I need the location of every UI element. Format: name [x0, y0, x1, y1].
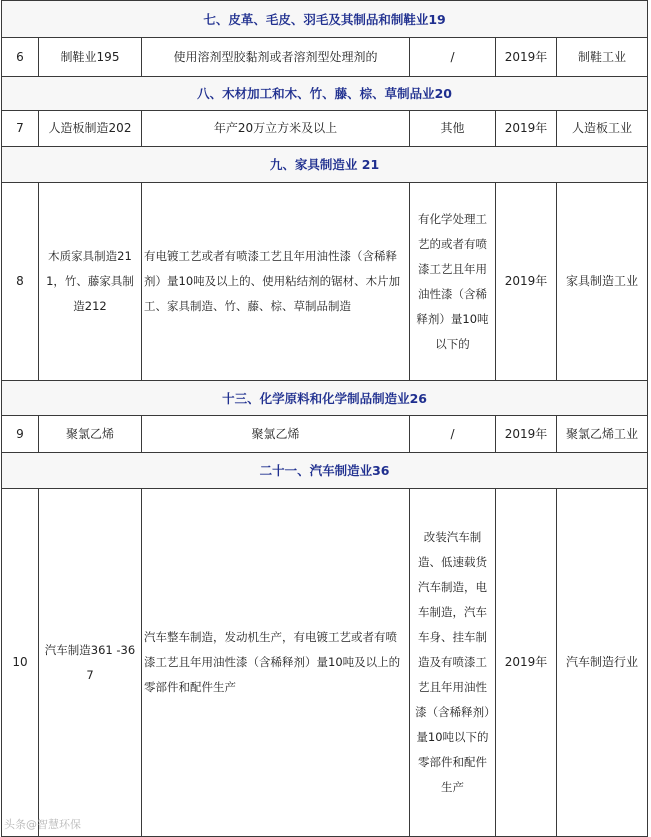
table-row: [2, 38, 648, 77]
section-row: [2, 147, 648, 183]
category-cell: 制鞋业195: [39, 38, 142, 77]
industry-cell: 制鞋工业: [557, 38, 648, 77]
section-title-wood-processing: 八、木材加工和木、竹、藤、棕、草制品业20: [2, 77, 648, 111]
year-cell: 2019年: [496, 111, 557, 147]
scope-cell: 使用溶剂型胶黏剂或者溶剂型处理剂的: [142, 38, 410, 77]
scope-cell: 汽车整车制造，发动机生产，有电镀工艺或者有喷漆工艺且年用油性漆（含稀释剂）量10吨及以上的零部件和配件生产: [142, 489, 410, 837]
category-cell: 木质家具制造211，竹、藤家具制造212: [39, 183, 142, 381]
section-title-chemical: 十三、化学原料和化学制品制造业26: [2, 381, 648, 416]
table-row: [2, 416, 648, 453]
section-row: [2, 381, 648, 416]
other-cell: 改装汽车制造、低速载货汽车制造，电车制造，汽车车身、挂车制造及有喷漆工艺且年用油性漆（含稀释剂）量10吨以下的零部件和配件生产: [410, 489, 496, 837]
other-cell: 有化学处理工艺的或者有喷漆工艺且年用油性漆（含稀释剂）量10吨以下的: [410, 183, 496, 381]
section-row: [2, 453, 648, 489]
year-cell: 2019年: [496, 489, 557, 837]
year-cell: 2019年: [496, 183, 557, 381]
section-row: [2, 77, 648, 111]
table-row: [2, 111, 648, 147]
table-row: [2, 489, 648, 837]
section-title-furniture: 九、家具制造业 21: [2, 147, 648, 183]
section-title-automobile: 二十一、汽车制造业36: [2, 453, 648, 489]
row-number: 9: [2, 416, 39, 453]
category-cell: 聚氯乙烯: [39, 416, 142, 453]
row-number: 10: [2, 489, 39, 837]
category-cell: 汽车制造361 -367: [39, 489, 142, 837]
year-cell: 2019年: [496, 38, 557, 77]
year-cell: 2019年: [496, 416, 557, 453]
table-row: [2, 183, 648, 381]
industry-cell: 汽车制造行业: [557, 489, 648, 837]
other-cell: 其他: [410, 111, 496, 147]
section-row: [2, 1, 648, 38]
section-title-leather-footwear: 七、皮革、毛皮、羽毛及其制品和制鞋业19: [2, 1, 648, 38]
watermark: 头条@智慧环保: [4, 818, 81, 831]
row-number: 7: [2, 111, 39, 147]
other-cell: /: [410, 38, 496, 77]
category-cell: 人造板制造202: [39, 111, 142, 147]
industry-cell: 家具制造工业: [557, 183, 648, 381]
row-number: 8: [2, 183, 39, 381]
other-cell: /: [410, 416, 496, 453]
scope-cell: 聚氯乙烯: [142, 416, 410, 453]
industry-cell: 人造板工业: [557, 111, 648, 147]
scope-cell: 年产20万立方米及以上: [142, 111, 410, 147]
row-number: 6: [2, 38, 39, 77]
industry-cell: 聚氯乙烯工业: [557, 416, 648, 453]
scope-cell: 有电镀工艺或者有喷漆工艺且年用油性漆（含稀释剂）量10吨及以上的、使用粘结剂的锯材、木片加工、家具制造、竹、藤、棕、草制品制造: [142, 183, 410, 381]
industry-table: [1, 0, 648, 837]
